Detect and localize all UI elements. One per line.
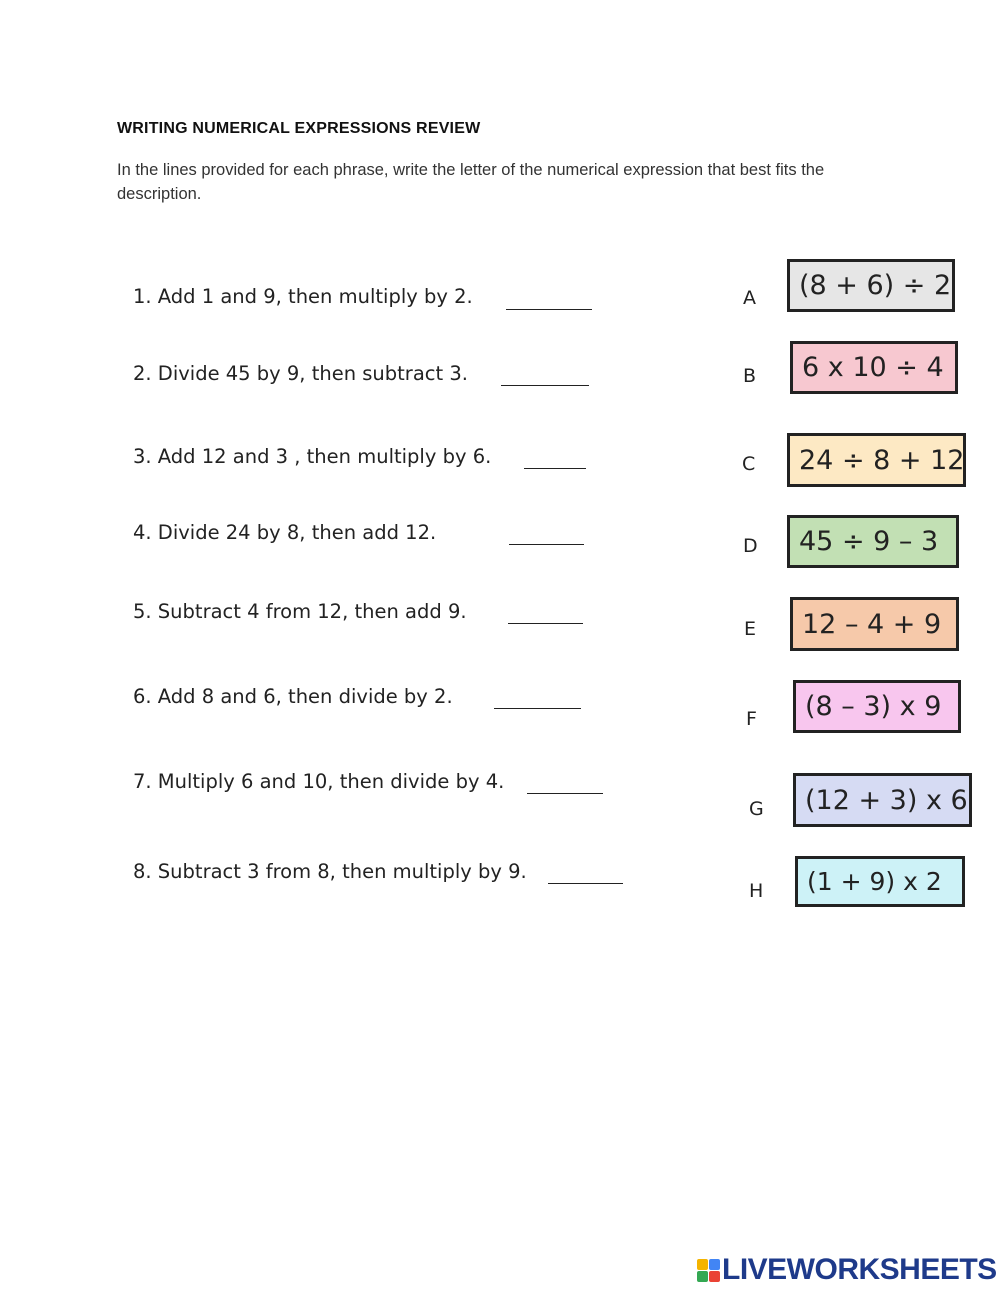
liveworksheets-logo[interactable] — [697, 1253, 997, 1287]
answer-blank-2[interactable] — [501, 385, 589, 386]
answer-blank-1[interactable] — [506, 309, 592, 310]
phrase-1: 1. Add 1 and 9, then multiply by 2. — [133, 285, 473, 308]
answer-input-7[interactable] — [527, 765, 603, 791]
letter-h: H — [749, 880, 764, 902]
instructions-text: In the lines provided for each phrase, write the letter of the numerical expression that best fits the description. — [117, 161, 825, 203]
phrase-2: 2. Divide 45 by 9, then subtract 3. — [133, 362, 468, 385]
expression-box-b: 6 x 10 ÷ 4 — [790, 341, 958, 394]
expression-box-h: (1 + 9) x 2 — [795, 856, 965, 907]
phrase-6: 6. Add 8 and 6, then divide by 2. — [133, 685, 453, 708]
answer-blank-3[interactable] — [524, 468, 586, 469]
answer-blank-7[interactable] — [527, 793, 603, 794]
letter-e: E — [744, 618, 757, 640]
answer-input-1[interactable] — [506, 281, 592, 307]
phrase-4: 4. Divide 24 by 8, then add 12. — [133, 521, 437, 544]
expression-box-a: (8 + 6) ÷ 2 — [787, 259, 955, 312]
answer-input-6[interactable] — [494, 680, 581, 706]
answer-input-2[interactable] — [501, 357, 589, 383]
expression-box-c: 24 ÷ 8 + 12 — [787, 433, 966, 487]
answer-blank-5[interactable] — [508, 623, 583, 624]
expression-box-d: 45 ÷ 9 – 3 — [787, 515, 959, 568]
logo-text: LIVEWORKSHEETS — [722, 1253, 997, 1286]
letter-d: D — [743, 535, 758, 557]
letter-f: F — [746, 708, 757, 730]
expression-box-g: (12 + 3) x 6 — [793, 773, 972, 827]
phrase-3: 3. Add 12 and 3 , then multiply by 6. — [133, 445, 492, 468]
answer-input-5[interactable] — [508, 595, 583, 621]
phrase-7: 7. Multiply 6 and 10, then divide by 4. — [133, 770, 505, 793]
phrase-5: 5. Subtract 4 from 12, then add 9. — [133, 600, 467, 623]
logo-mark-icon — [697, 1259, 720, 1282]
answer-blank-6[interactable] — [494, 708, 581, 709]
answer-input-8[interactable] — [548, 855, 623, 881]
phrase-8: 8. Subtract 3 from 8, then multiply by 9. — [133, 860, 527, 883]
answer-input-3[interactable] — [524, 440, 586, 466]
worksheet-title: WRITING NUMERICAL EXPRESSIONS REVIEW — [117, 120, 481, 137]
answer-blank-4[interactable] — [509, 544, 584, 545]
expression-box-f: (8 – 3) x 9 — [793, 680, 961, 733]
letter-c: C — [742, 453, 756, 475]
answer-input-4[interactable] — [509, 516, 584, 542]
letter-a: A — [743, 287, 756, 309]
letter-g: G — [749, 798, 764, 820]
answer-blank-8[interactable] — [548, 883, 623, 884]
letter-b: B — [743, 365, 757, 387]
expression-box-e: 12 – 4 + 9 — [790, 597, 959, 651]
